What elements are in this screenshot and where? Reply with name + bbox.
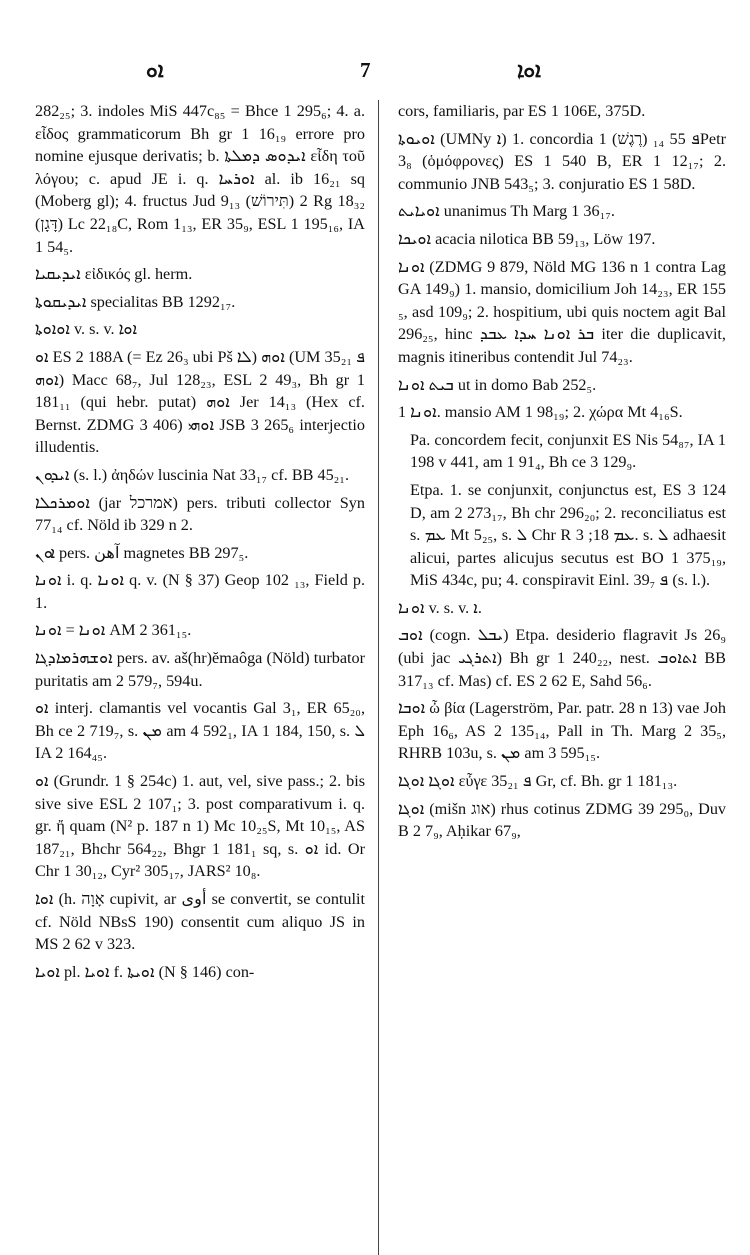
right-running-headword: ܐܘܐ [517,58,541,82]
dictionary-entry: ܐܘܢܐ v. s. v. ܐ. [398,598,482,617]
dictionary-entry: ܐܝܕܝܩܝܐ εἰδικός gl. herm. [35,265,193,284]
dictionary-subentry: Pa. concordem fecit, conjunxit ES Nis 54₈₇, IA 1 198 v 441, am 1 91₄, Bh ce 3 129₉. [410,430,726,472]
dictionary-entry: ܐܘܒܐ ὦ βία (Lagerström, Par. patr. 28 n 13) vae Joh Eph 16₆, AS 2 135₁₄, Pall in Th. Marg 2 35₅, RHRB 103u, s. ܡܢ am 3 595₁₅. [398,699,726,763]
dictionary-entry: ܐܘ ES 2 188A (= Ez 26₃ ubi Pš ܠܐ) ܐܘܗ (UM ܦ 35₂₁ ܐܘܗ) Macc 68₇, Jul 128₂₃, ESL 2 49₃, Bh gr 1 181₁₁ (qui hebr. putat) ܐܘܗ Jer 14₁₃ (Hex cf. Bernst. ZDMG 3 406) ܐܘܗܝ JSB 3 265₆ interjectio illudentis. [35,347,366,457]
right-column [398,100,726,848]
dictionary-entry: ܐܘܢܐ 1. mansio AM 1 98₁₉; 2. χώρα Mt 4₁₆S. [398,403,683,422]
dictionary-entry: ܐܝܕܝܩܘܬܐ specialitas BB 1292₁₇. [35,292,236,311]
dictionary-entry: ܒܝܬ ܐܘܢܐ ut in domo Bab 252₅. [398,375,597,394]
dictionary-entry: ܐܘܝܟܐ acacia nilotica BB 59₁₃, Löw 197. [398,229,656,248]
dictionary-entry: ܐܘܐܘܬܐ v. s. v. ܐܘܐ [35,320,138,339]
dictionary-subentry: Etpa. 1. se conjunxit, conjunctus est, ES 3 124 D, am 2 273₁₇, Bh chr 296₂₀; 2. reconciliatus est s. ܥܡ Mt 5₂₅, s. ܠ Chr R ܥܡ 18; 3. s. ܠ adhaesit alicui, partes alicujus secutus est BO 1 375₁₉, MiS 434c, pu; 4. conspiravit Einl. ܦ 39₇ (s. l.). [410,480,726,590]
dictionary-entry: ܐܘܒ (cogn. ܝܒܠ) Etpa. desiderio flagravit Js 26₉ (ubi jac ܐܬܪܓܝ) Bh gr 1 240₂₂, nest. ܐܬܐܘܒ BB 317₁₃ cf. Mas) cf. ES 2 62 E, Sahd 56₆. [398,626,726,690]
dictionary-entry: ܐܘܢܐ = ܐܘܢܐ AM 2 361₁₅. [35,621,192,640]
left-column [35,100,365,988]
dictionary-entry: ܐܘܢ pers. آهن magnetes BB 297₅. [35,543,249,562]
dictionary-entry: ܐܘܝܐܝܬ unanimus Th Marg 1 36₁₇. [398,202,615,221]
dictionary-entry: 282₂₅; 3. indoles MiS 447c₈₅ = Bhce 1 295₆; 4. a. εἶδος grammaticorum Bh gr 1 16₁₉ errore pro nomine ejusque derivatis; b. ܐܝܕܘܣ ܕܡܠܬܐ εἶδη τοῦ λόγου; c. apud JE i. q. ܐܘܪܚܐ al. ib 16₂₁ sq (Moberg gl); 4. fructus Jud 9₁₃ (תִּירוֹשׁ) 2 Rg 18₃₂ (דָּגָן) Lc 22₁₈C, Rom 1₁₃, ER 35₉, ESL 1 195₁₆, IA 1 54₅. [35,102,366,256]
column-divider [378,100,379,1255]
dictionary-entry: ܐܘܡܪܟܠܐ (jar אמרכל) pers. tributi collector Syn 77₁₄ cf. Nöld ib 329 n 2. [35,493,365,535]
dictionary-entry: ܐܘ (Grundr. 1 § 254c) 1. aut, vel, sive pass.; 2. bis sive sive ESL 2 107₁; 3. post comparativum i. q. gr. ἤ quam (N² p. 187 n 1) Mc 10₂₅S, Mt 10₁₅, AS 187₂₁, Bhchr 564₂₂, Bhgr 1 181₁ sq, s. ܐܘ id. Or Chr 1 30₁₂, Cyr² 305₁₇, JARS² 10₈. [35,772,365,881]
dictionary-entry: ܐܘܝܐ pl. ܐܘܝܐ f. ܐܘܝܬܐ (N § 146) con- [35,962,255,981]
dictionary-entry: ܐܘܓܐ (mišn אוג) rhus cotinus ZDMG 39 295₀, Duv B 2 7₉, Aḥikar 67₉, [398,799,727,841]
page-number: 7 [360,58,371,82]
dictionary-entry: cors, familiaris, par ES 1 106E, 375D. [398,102,646,120]
dictionary-entry: ܐܘܫܗܪܡܐܕܓܐ pers. av. aš(hr)ĕmaôga (Nöld) turbator puritatis am 2 579₇, 594u. [35,649,365,690]
dictionary-entry: ܐܘܐ (h. אָוָה cupivit, ar أوى se convertit, se contulit cf. Nöld NBsS 190) consentit cum aliquo JS in MS 2 62 v 323. [35,890,365,954]
dictionary-entry: ܐܘܢܐ (ZDMG 9 879, Nöld MG 136 n 1 contra Lag GA 149₉) 1. mansio, domicilium Joh 14₂₃, ER 155 ₅, asd 109₉; 2. hospitium, ubi quis noctem agit Bal 296₂₅, hinc ܒܪ ܐܘܢܐ ܚܕܐ ܥܒܕ iter die duplicavit, magnis itineribus contendit Jul 74₂₃. [398,257,726,366]
dictionary-entry: ܐܘܝܘܬܐ (UMNy ܐ) 1. concordia ܦ 55 ₁₄ (רֶגֶשׁ) 1Petr 3₈ (ὁμόφρονες) ES 1 540 B, ER 1 12₁₇; 2. communio JNB 543₅; 3. conjuratio ES 1 58D. [398,129,726,193]
dictionary-entry: ܐܘܓܐ ܐܘܓܐ εὖγε ܦ 35₂₁ Gr, cf. Bh. gr 1 181₁₃. [398,772,678,791]
dictionary-entry: ܐܘܢܐ i. q. ܐܘܢܐ q. v. (N § 37) Geop 102 ₁₃, Field p. 1. [35,571,366,612]
left-running-headword: ܐܘ [146,58,164,82]
dictionary-entry: ܐܘ interj. clamantis vel vocantis Gal 3₁, ER 65₂₀, Bh ce 2 719₇, s. ܡܢ am 4 592₁, IA 1 184, 150, s. ܠ IA 2 164₄₅. [35,699,365,763]
dictionary-entry: ܐܝܕܘܢ (s. l.) ἀηδών luscinia Nat 33₁₇ cf. BB 45₂₁. [35,465,349,484]
